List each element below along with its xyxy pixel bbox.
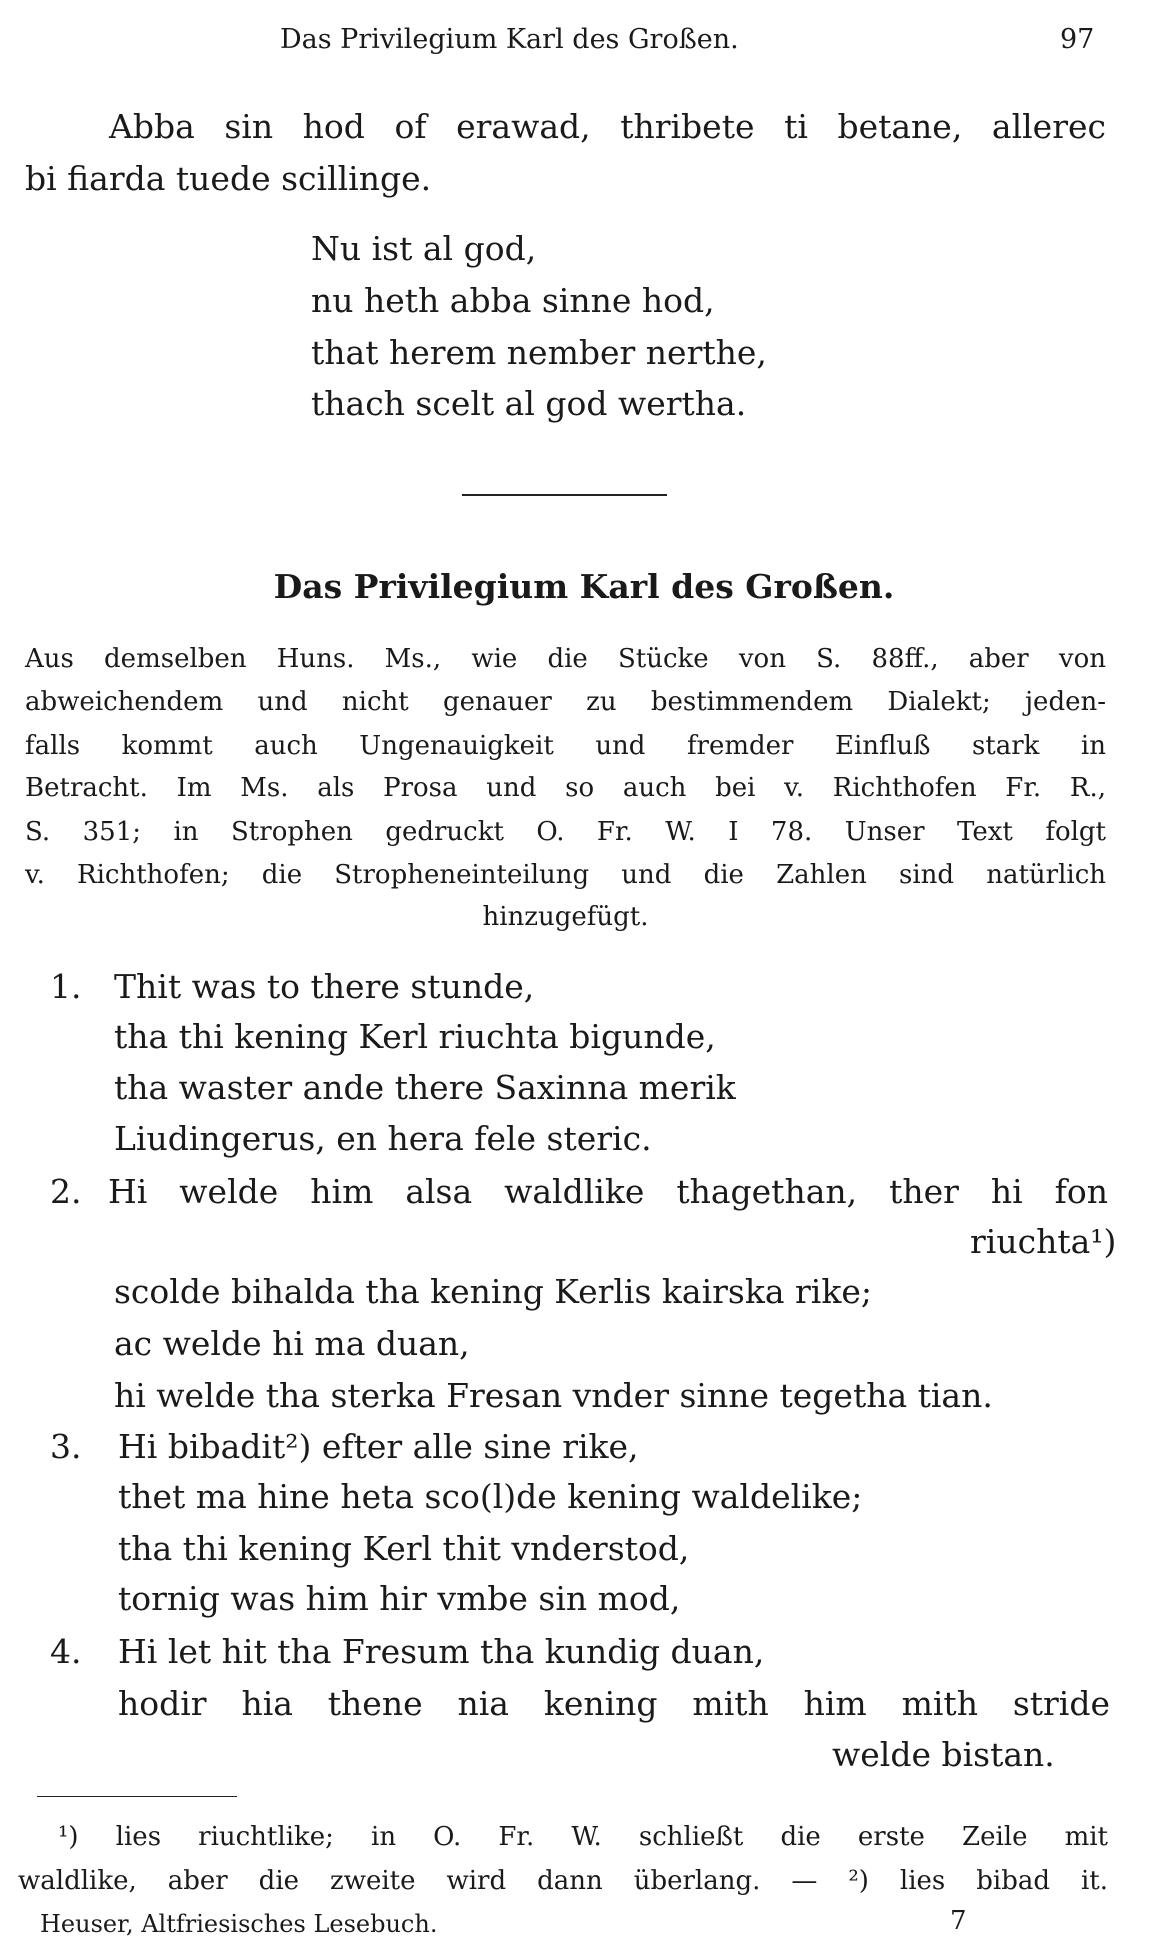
verse-line: Hi welde him alsa waldlike thagethan, ther hi fon xyxy=(108,1172,1108,1211)
verse-line: riuchta¹) xyxy=(970,1222,1117,1261)
prose-line: bi fiarda tuede scillinge. xyxy=(25,159,432,198)
sheet-number: 7 xyxy=(950,1906,967,1936)
verse-line: thet ma hine heta sco(l)de kening waldelike; xyxy=(118,1477,863,1516)
stanza-number: 4. xyxy=(50,1632,82,1671)
verse-line: Hi let hit tha Fresum tha kundig duan, xyxy=(118,1632,765,1671)
section-title: Das Privilegium Karl des Großen. xyxy=(273,567,895,606)
footnote-line: waldlike, aber die zweite wird dann überlang. — ²) lies bibad it. xyxy=(18,1866,1108,1896)
running-title: Das Privilegium Karl des Großen. xyxy=(280,24,739,55)
intro-line: hinzugefügt. xyxy=(482,902,649,932)
verse-line: Nu ist al god, xyxy=(311,229,537,268)
intro-line: abweichendem und nicht genauer zu bestimmendem Dialekt; jeden- xyxy=(25,687,1106,717)
page-number: 97 xyxy=(1060,24,1095,55)
intro-line: falls kommt auch Ungenauigkeit und fremder Einfluß stark in xyxy=(25,731,1106,761)
verse-line: hi welde tha sterka Fresan vnder sinne tegetha tian. xyxy=(114,1376,993,1415)
verse-line: Liudingerus, en hera fele steric. xyxy=(114,1119,652,1158)
verse-line: Thit was to there stunde, xyxy=(114,967,535,1006)
footnote-rule xyxy=(37,1796,237,1797)
intro-line: Aus demselben Huns. Ms., wie die Stücke von S. 88ff., aber von xyxy=(25,644,1106,674)
footnote-line: ¹) lies riuchtlike; in O. Fr. W. schließt die erste Zeile mit xyxy=(58,1822,1108,1852)
verse-line: welde bistan. xyxy=(832,1735,1055,1774)
intro-line: Betracht. Im Ms. als Prosa und so auch bei v. Richthofen Fr. R., xyxy=(25,773,1106,803)
verse-line: ac welde hi ma duan, xyxy=(114,1324,470,1363)
verse-line: that herem nember nerthe, xyxy=(311,333,767,372)
verse-line: hodir hia thene nia kening mith him mith stride xyxy=(118,1684,1110,1723)
verse-line: tornig was him hir vmbe sin mod, xyxy=(118,1579,681,1618)
verse-line: thach scelt al god wertha. xyxy=(311,384,747,423)
section-divider xyxy=(462,494,667,496)
verse-line: tha thi kening Kerl thit vnderstod, xyxy=(118,1529,690,1568)
verse-line: tha thi kening Kerl riuchta bigunde, xyxy=(114,1017,716,1056)
stanza-number: 2. xyxy=(50,1172,82,1211)
intro-line: v. Richthofen; die Stropheneinteilung und die Zahlen sind natürlich xyxy=(25,860,1106,890)
verse-line: scolde bihalda tha kening Kerlis kairska rike; xyxy=(114,1272,872,1311)
intro-line: S. 351; in Strophen gedruckt O. Fr. W. I 78. Unser Text folgt xyxy=(25,817,1106,847)
verse-line: tha waster ande there Saxinna merik xyxy=(114,1068,736,1107)
verse-line: Hi bibadit²) efter alle sine rike, xyxy=(118,1427,639,1466)
verse-line: nu heth abba sinne hod, xyxy=(311,281,715,320)
stanza-number: 1. xyxy=(50,967,82,1006)
prose-line: Abba sin hod of erawad, thribete ti betane, allerec xyxy=(109,107,1106,146)
signature-line: Heuser, Altfriesisches Lesebuch. xyxy=(40,1910,438,1938)
stanza-number: 3. xyxy=(50,1427,82,1466)
